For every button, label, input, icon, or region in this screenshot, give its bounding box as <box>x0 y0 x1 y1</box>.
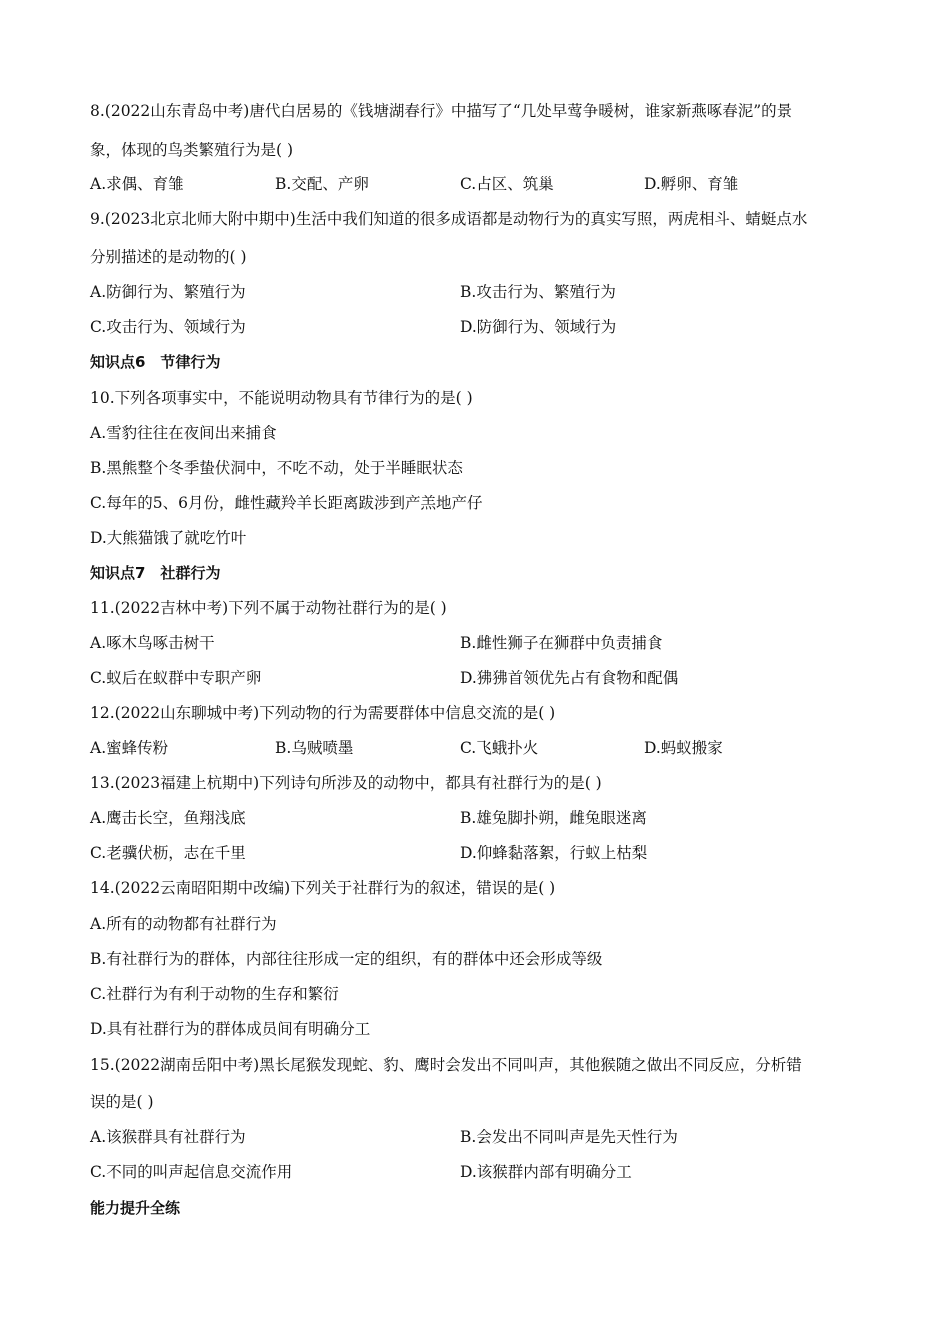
q14-option-b: B.有社群行为的群体，内部往往形成一定的组织，有的群体中还会形成等级 <box>90 950 603 968</box>
q9-option-d: D.防御行为、领域行为 <box>460 318 617 336</box>
q8-stem-line1: 8.(2022山东青岛中考)唐代白居易的《钱塘湖春行》中描写了“几处早莺争暖树，谁家新燕啄春泥”的景 <box>90 102 793 120</box>
q8-stem-line2: 象，体现的鸟类繁殖行为是( ) <box>90 141 294 159</box>
q14-option-d: D.具有社群行为的群体成员间有明确分工 <box>90 1020 371 1038</box>
q10-option-c: C.每年的5、6月份，雌性藏羚羊长距离跋涉到产羔地产仔 <box>90 494 483 512</box>
q9-stem-line2: 分别描述的是动物的( ) <box>90 248 247 266</box>
q11-option-c: C.蚁后在蚁群中专职产卵 <box>90 669 262 687</box>
q8-option-a: A.求偶、育雏 <box>90 175 184 193</box>
q12-stem: 12.(2022山东聊城中考)下列动物的行为需要群体中信息交流的是( ) <box>90 704 556 722</box>
q15-option-d: D.该猴群内部有明确分工 <box>460 1163 632 1181</box>
q13-stem: 13.(2023福建上杭期中)下列诗句所涉及的动物中，都具有社群行为的是( ) <box>90 774 602 792</box>
q13-option-b: B.雄兔脚扑朔，雌兔眼迷离 <box>460 809 647 827</box>
section-heading-7: 知识点7 社群行为 <box>90 564 221 582</box>
q13-option-a: A.鹰击长空，鱼翔浅底 <box>90 809 246 827</box>
q12-option-b: B.乌贼喷墨 <box>275 739 354 757</box>
q15-option-c: C.不同的叫声起信息交流作用 <box>90 1163 293 1181</box>
q10-option-b: B.黑熊整个冬季蛰伏洞中，不吃不动，处于半睡眠状态 <box>90 459 463 477</box>
q11-option-a: A.啄木鸟啄击树干 <box>90 634 215 652</box>
section-heading-ability: 能力提升全练 <box>90 1199 181 1217</box>
q13-option-d: D.仰蜂黏落絮，行蚁上枯梨 <box>460 844 648 862</box>
q13-option-c: C.老骥伏枥，志在千里 <box>90 844 246 862</box>
q10-stem: 10.下列各项事实中，不能说明动物具有节律行为的是( ) <box>90 389 473 407</box>
q12-option-d: D.蚂蚁搬家 <box>644 739 723 757</box>
q8-option-c: C.占区、筑巢 <box>460 175 554 193</box>
q12-option-c: C.飞蛾扑火 <box>460 739 539 757</box>
q8-option-d: D.孵卵、育雏 <box>644 175 739 193</box>
q11-stem: 11.(2022吉林中考)下列不属于动物社群行为的是( ) <box>90 599 447 617</box>
q15-option-a: A.该猴群具有社群行为 <box>90 1128 246 1146</box>
q14-option-c: C.社群行为有利于动物的生存和繁衍 <box>90 985 339 1003</box>
q10-option-a: A.雪豹往往在夜间出来捕食 <box>90 424 277 442</box>
q14-option-a: A.所有的动物都有社群行为 <box>90 915 277 933</box>
q9-stem-line1: 9.(2023北京北师大附中期中)生活中我们知道的很多成语都是动物行为的真实写照，两虎相斗、蜻蜓点水 <box>90 210 808 228</box>
q15-stem-line1: 15.(2022湖南岳阳中考)黑长尾猴发现蛇、豹、鹰时会发出不同叫声，其他猴随之做出不同反应，分析错 <box>90 1056 802 1074</box>
q14-stem: 14.(2022云南昭阳期中改编)下列关于社群行为的叙述，错误的是( ) <box>90 879 556 897</box>
q8-option-b: B.交配、产卵 <box>275 175 369 193</box>
section-heading-6: 知识点6 节律行为 <box>90 353 221 371</box>
q9-option-b: B.攻击行为、繁殖行为 <box>460 283 616 301</box>
q15-stem-line2: 误的是( ) <box>90 1093 154 1111</box>
q15-option-b: B.会发出不同叫声是先天性行为 <box>460 1128 678 1146</box>
q9-option-a: A.防御行为、繁殖行为 <box>90 283 246 301</box>
q11-option-d: D.狒狒首领优先占有食物和配偶 <box>460 669 679 687</box>
q12-option-a: A.蜜蜂传粉 <box>90 739 169 757</box>
q9-option-c: C.攻击行为、领域行为 <box>90 318 246 336</box>
q11-option-b: B.雌性狮子在狮群中负责捕食 <box>460 634 663 652</box>
q10-option-d: D.大熊猫饿了就吃竹叶 <box>90 529 247 547</box>
